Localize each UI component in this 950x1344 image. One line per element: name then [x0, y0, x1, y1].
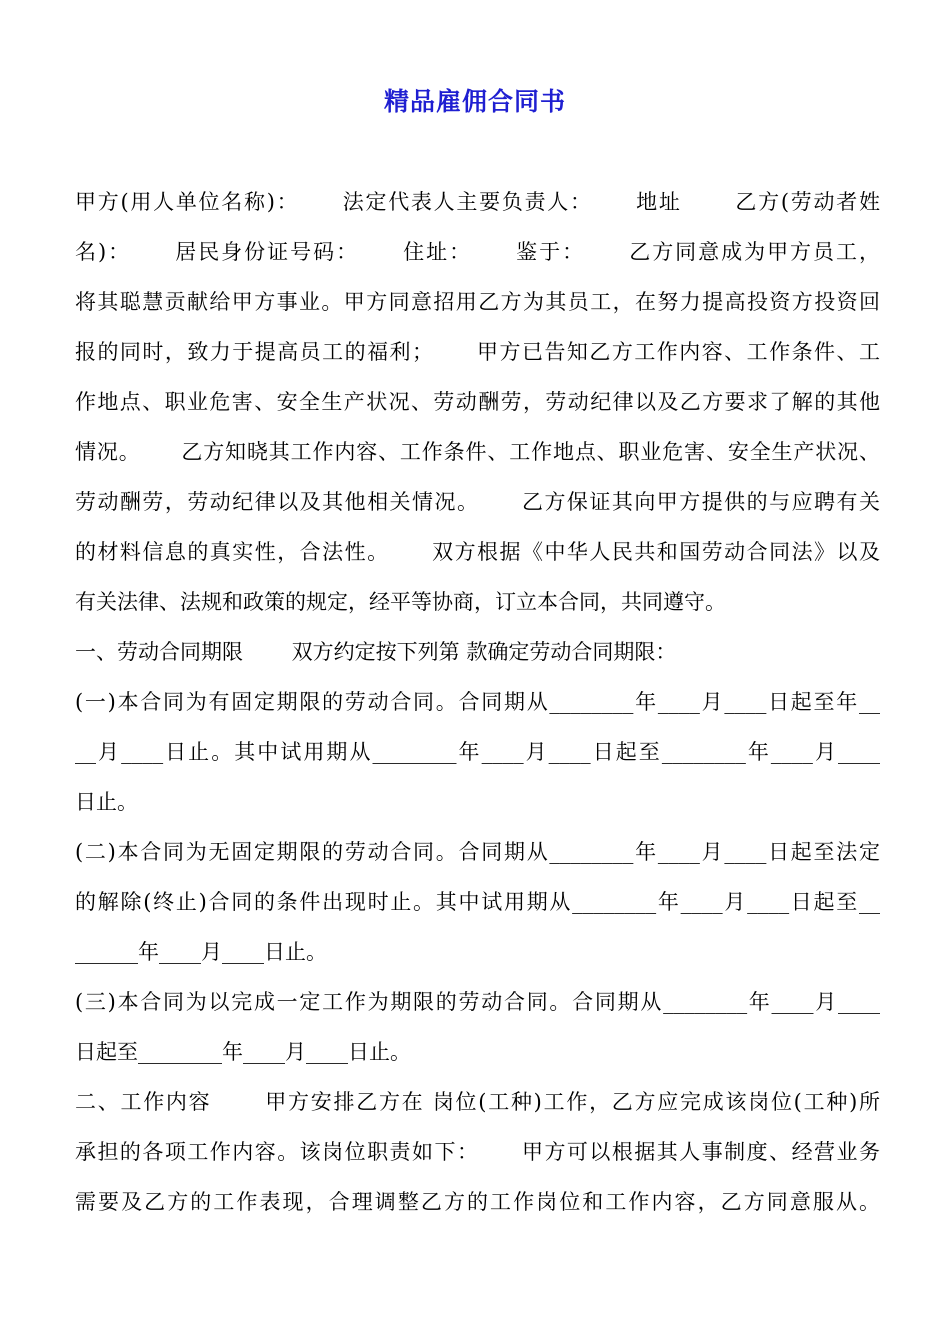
body-line: 承担的各项工作内容。该岗位职责如下： 甲方可以根据其人事制度、经营业务: [75, 1140, 880, 1164]
body-line: 情况。 乙方知晓其工作内容、工作条件、工作地点、职业危害、安全生产状况、: [75, 440, 880, 464]
body-line: 日止。: [75, 790, 138, 814]
body-line: 需要及乙方的工作表现，合理调整乙方的工作岗位和工作内容，乙方同意服从。: [75, 1190, 880, 1214]
body-line: 报的同时，致力于提高员工的福利； 甲方已告知乙方工作内容、工作条件、工: [75, 340, 880, 364]
body-line: 有关法律、法规和政策的规定，经平等协商，订立本合同，共同遵守。: [75, 590, 726, 614]
body-line: 的材料信息的真实性，合法性。 双方根据《中华人民共和国劳动合同法》以及: [75, 540, 880, 564]
body-line: 甲方(用人单位名称)： 法定代表人主要负责人： 地址 乙方(劳动者姓: [75, 190, 880, 214]
body-line: 的解除(终止)合同的条件出现时止。其中试用期从________年____月____日起至__: [75, 890, 880, 914]
document-title: 精品雇佣合同书: [383, 87, 566, 116]
body-line: 将其聪慧贡献给甲方事业。甲方同意招用乙方为其员工，在努力提高投资方投资回: [75, 290, 880, 314]
body-line: 日起至________年____月____日止。: [75, 1040, 411, 1064]
section-heading-contract-term: 一、劳动合同期限 双方约定按下列第 款确定劳动合同期限：: [75, 640, 677, 664]
body-line: ______年____月____日止。: [75, 940, 327, 964]
body-line: (三)本合同为以完成一定工作为期限的劳动合同。合同期从________年____月____: [75, 990, 880, 1014]
body-line: 劳动酬劳，劳动纪律以及其他相关情况。 乙方保证其向甲方提供的与应聘有关: [75, 490, 880, 514]
body-line: 名)： 居民身份证号码： 住址： 鉴于： 乙方同意成为甲方员工，: [75, 240, 880, 264]
document-body: [75, 177, 880, 1227]
body-line: (二)本合同为无固定期限的劳动合同。合同期从________年____月____日起至法定: [75, 840, 880, 864]
section-heading-work-content: 二、工作内容 甲方安排乙方在 岗位(工种)工作，乙方应完成该岗位(工种)所: [75, 1090, 880, 1114]
body-line: (一)本合同为有固定期限的劳动合同。合同期从________年____月____日起至年__: [75, 690, 880, 714]
body-line: __月____日止。其中试用期从________年____月____日起至________年____月____: [75, 740, 880, 764]
body-line: 作地点、职业危害、安全生产状况、劳动酬劳，劳动纪律以及乙方要求了解的其他: [75, 390, 880, 414]
